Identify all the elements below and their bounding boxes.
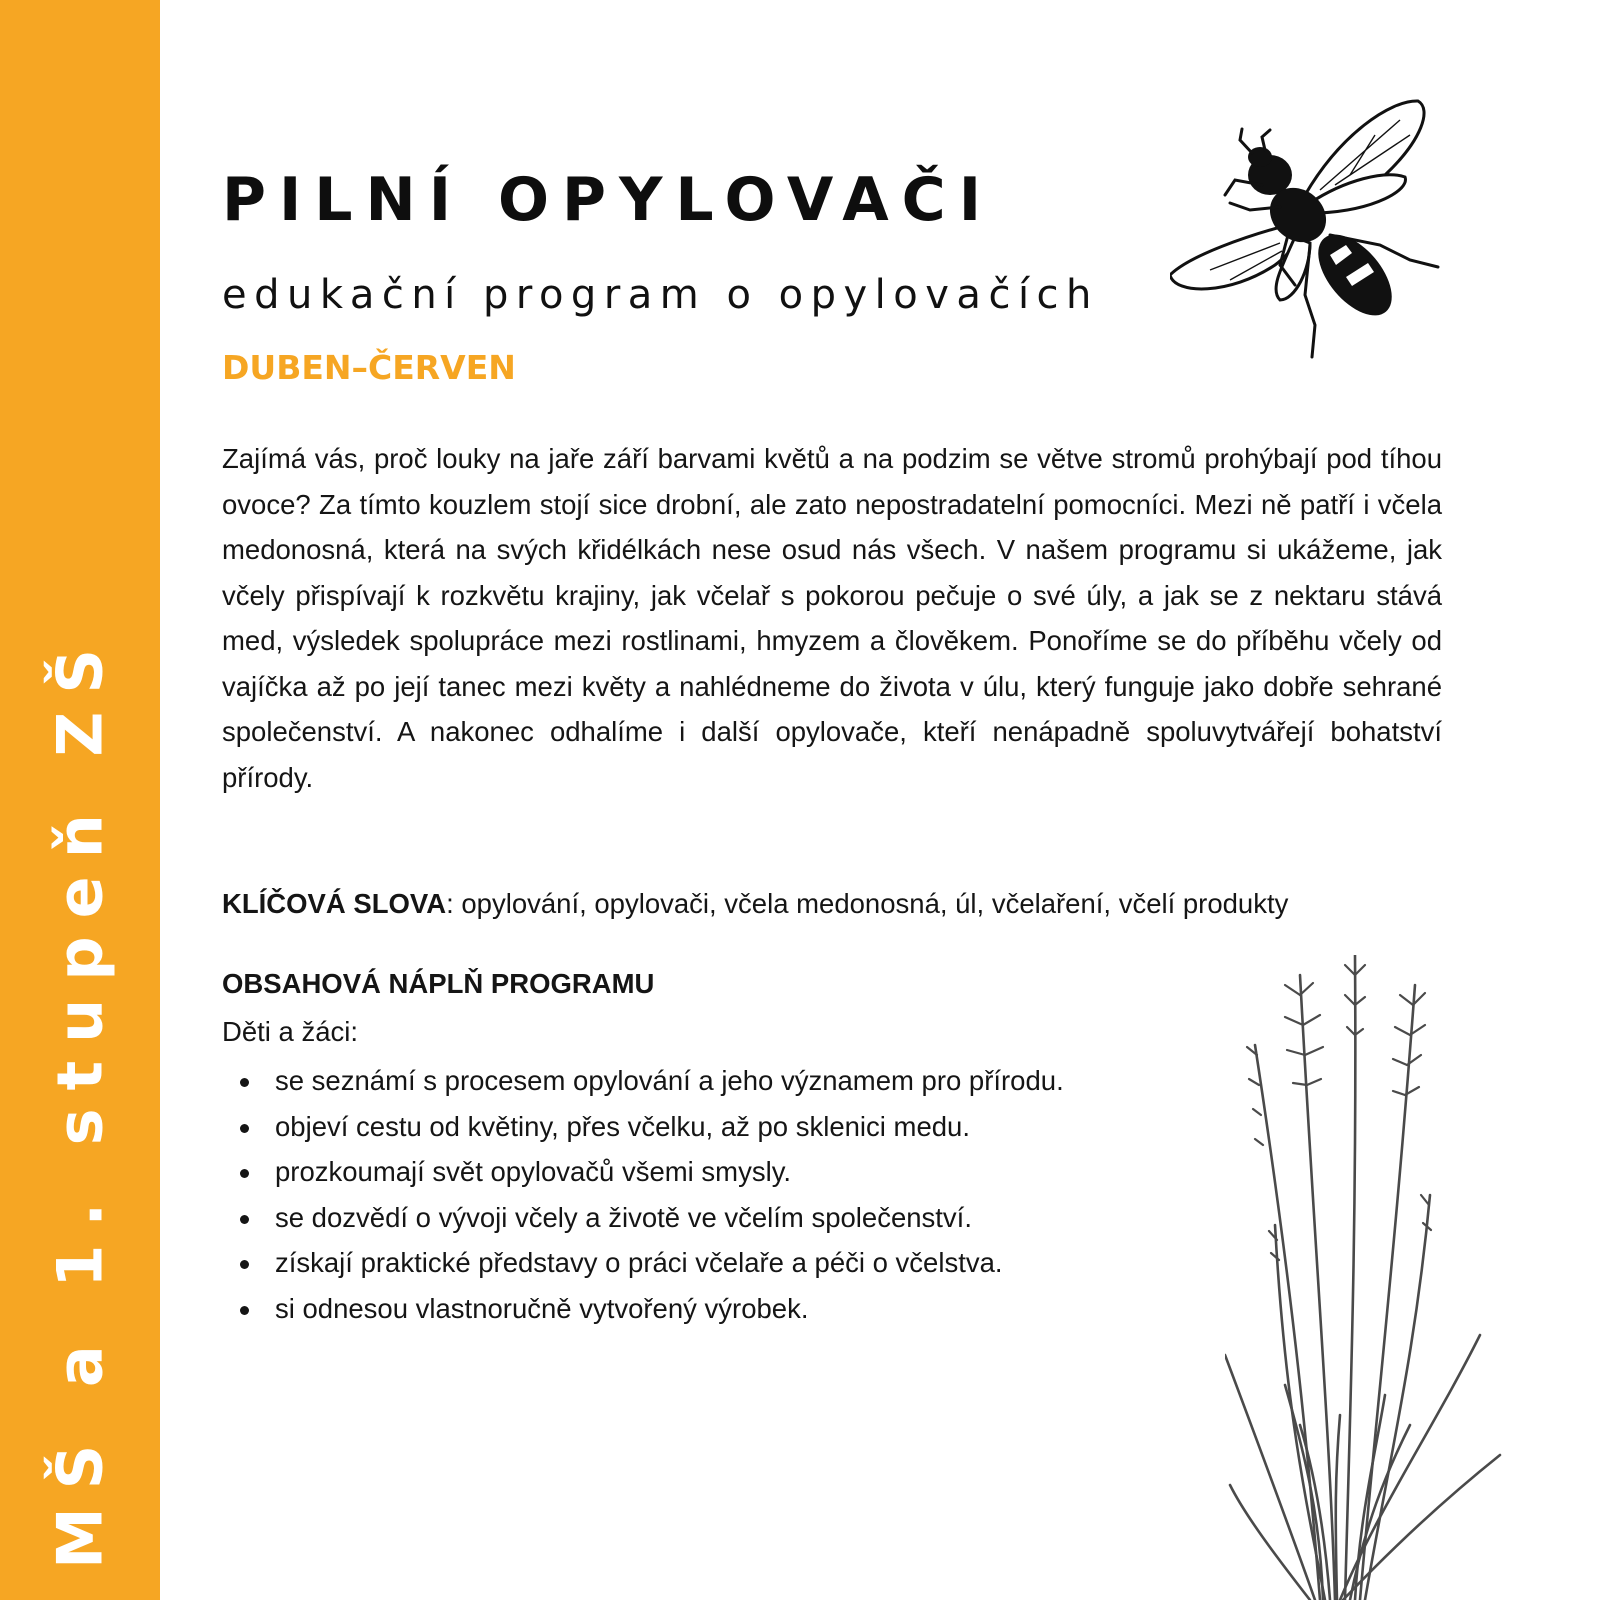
keywords-text: : opylování, opylovači, včela medonosná, úl, včelaření, včelí produkty — [446, 888, 1289, 919]
page-subtitle: edukační program o opylovačích — [222, 272, 1099, 318]
list-item: objeví cestu od květiny, přes včelku, až po sklenici medu. — [240, 1104, 1064, 1150]
goals-list — [240, 1058, 1064, 1331]
sidebar-band — [0, 0, 160, 1600]
intro-paragraph: Zajímá vás, proč louky na jaře září barvami květů a na podzim se větve stromů prohýbají pod tíhou ovoce? Za tímto kouzlem stojí sice drobní, ale zato nepostradatelní pomocníci. Mezi ně patří i včela medonosná, která na svých křidélkách nese osud nás všech. V našem programu si ukážeme, jak včely přispívají k rozkvětu krajiny, jak včelař s pokorou pečuje o své úly, a jak se z nektaru stává med, výsledek spolupráce mezi rostlinami, hmyzem a člověkem. Ponoříme se do příběhu včely od vajíčka až po její tanec mezi květy a nahlédneme do života v úlu, který funguje jako dobře sehrané společenství. A nakonec odhalíme i další opylovače, kteří nenápadně spoluvytvářejí bohatství přírody. — [222, 443, 1442, 793]
list-item: prozkoumají svět opylovačů všemi smysly. — [240, 1149, 1064, 1195]
grass-illustration — [1225, 955, 1515, 1600]
keywords-label: KLÍČOVÁ SLOVA — [222, 888, 447, 919]
audience-label: MŠ a 1. stupeň ZŠ — [43, 630, 117, 1570]
content-lead: Děti a žáci: — [222, 1016, 359, 1047]
list-item: si odnesou vlastnoručně vytvořený výrobek. — [240, 1286, 1064, 1332]
list-item: se seznámí s procesem opylování a jeho významem pro přírodu. — [240, 1058, 1064, 1104]
bee-illustration — [1170, 95, 1470, 370]
content-heading: OBSAHOVÁ NÁPLŇ PROGRAMU — [222, 968, 655, 999]
list-item: získají praktické představy o práci včelaře a péči o včelstva. — [240, 1240, 1064, 1286]
list-item: se dozvědí o vývoji včely a životě ve včelím společenství. — [240, 1195, 1064, 1241]
program-dates: DUBEN–ČERVEN — [222, 348, 516, 387]
page-title: PILNÍ OPYLOVAČI — [222, 165, 995, 235]
keywords-line — [222, 888, 1452, 920]
